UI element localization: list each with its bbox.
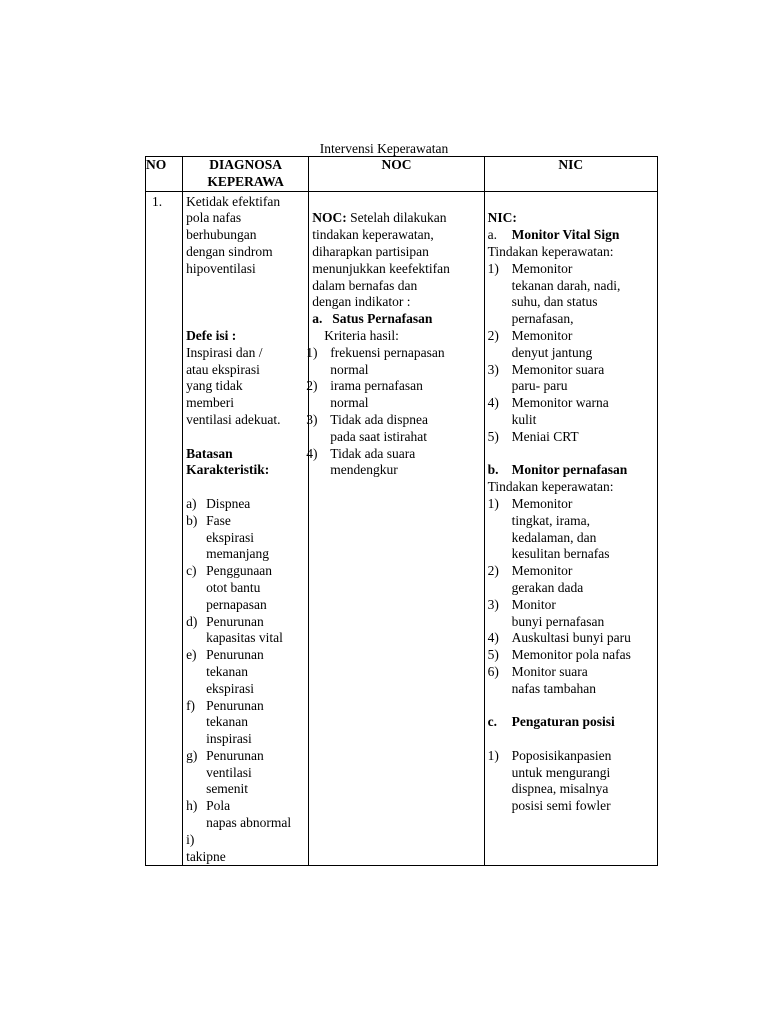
list-marker: 1) <box>487 495 499 511</box>
list-marker: 3) <box>306 411 318 427</box>
row-number: 1. <box>152 193 163 209</box>
batasan-label: Karakteristik: <box>186 462 270 478</box>
nic-subtitle: Tindakan keperawatan: <box>487 479 614 495</box>
list-text <box>512 563 654 597</box>
cell-nic <box>484 191 657 866</box>
list-text-line: pernafasan, <box>511 311 574 327</box>
list-text-line: kapasitas vital <box>206 630 283 646</box>
list-text-line: Poposisikanpasien <box>511 747 612 763</box>
list-marker: 1) <box>487 260 499 276</box>
nic-section-title <box>488 462 654 479</box>
list-item <box>488 748 654 815</box>
spacer <box>488 731 654 748</box>
list-text <box>206 563 305 613</box>
table-row <box>146 191 658 866</box>
list-marker: h) <box>186 798 198 814</box>
list-text-line: Memonitor <box>511 260 573 276</box>
list-text-line: frekuensi pernapasan <box>330 344 445 360</box>
list-marker: d) <box>186 613 198 629</box>
list-item <box>488 630 654 647</box>
list-text <box>206 647 305 697</box>
list-text-line: Penurunan <box>206 647 264 663</box>
list-item <box>186 748 305 798</box>
list-text-line: Memonitor <box>511 563 573 579</box>
item-i-marker: i) <box>186 831 195 847</box>
page-title: Intervensi Keperawatan <box>319 141 449 156</box>
list-item <box>186 798 305 832</box>
list-text <box>512 395 654 429</box>
list-text <box>512 362 654 396</box>
list-text <box>512 429 654 446</box>
section-marker: a. <box>487 227 497 243</box>
list-marker: 2) <box>487 563 499 579</box>
list-item <box>488 328 654 362</box>
list-text <box>512 630 654 647</box>
spacer <box>186 479 305 496</box>
noc-intro-line: menunjukkan keefektifan <box>312 260 450 276</box>
header-noc: NOC <box>309 157 484 192</box>
list-text-line: Auskultasi bunyi paru <box>511 630 631 646</box>
diagnosa-line: Ketidak efektifan <box>186 193 281 209</box>
list-text-line: otot bantu <box>206 579 261 595</box>
list-text <box>512 748 654 815</box>
list-item <box>488 563 654 597</box>
noc-intro-line: dalam bernafas dan <box>312 277 418 293</box>
list-text-line: semenit <box>206 781 249 797</box>
noc-section-title <box>312 311 480 328</box>
list-marker: b) <box>186 512 198 528</box>
list-text-line: Fase <box>206 512 231 528</box>
list-text-line: kesulitan bernafas <box>511 546 610 562</box>
noc-content <box>306 192 483 480</box>
list-text-line: irama pernafasan <box>330 378 423 394</box>
definisi-line: yang tidak <box>186 378 243 394</box>
intervention-table <box>145 156 658 866</box>
definisi-line: ventilasi adekuat. <box>186 411 281 427</box>
list-text-line: Memonitor warna <box>511 395 609 411</box>
list-marker: g) <box>186 747 198 763</box>
list-marker: 2) <box>306 378 318 394</box>
list-marker: 4) <box>487 395 499 411</box>
section-marker: b. <box>487 462 499 478</box>
list-text-line: tekanan darah, nadi, <box>511 277 621 293</box>
list-item <box>488 664 654 698</box>
nic-section-title <box>488 227 654 244</box>
list-text-line: kulit <box>511 411 537 427</box>
list-text <box>206 748 305 798</box>
list-text-line: posisi semi fowler <box>511 798 611 814</box>
list-marker: 2) <box>487 327 499 343</box>
list-text <box>206 496 305 513</box>
list-item <box>306 345 480 379</box>
list-text <box>206 614 305 648</box>
list-text-line: Dispnea <box>206 495 251 511</box>
list-marker: 1) <box>306 344 318 360</box>
noc-list <box>306 345 480 479</box>
list-text-line: Memonitor <box>511 495 573 511</box>
list-text-line: normal <box>330 361 369 377</box>
list-item <box>186 563 305 613</box>
header-diagnosa <box>183 157 309 192</box>
section-title: Monitor Vital Sign <box>511 227 620 243</box>
list-text-line: suhu, dan status <box>511 294 598 310</box>
list-marker: 6) <box>487 663 499 679</box>
list-marker: 4) <box>306 445 318 461</box>
list-item <box>488 429 654 446</box>
header-diagnosa-line2: KEPERAWA <box>207 173 284 189</box>
list-text <box>206 698 305 748</box>
list-text-line: tekanan <box>206 663 249 679</box>
nic-content <box>485 192 657 815</box>
list-item <box>306 378 480 412</box>
list-text <box>512 597 654 631</box>
spacer <box>488 698 654 715</box>
list-marker: 3) <box>487 361 499 377</box>
list-text-line: Tidak ada suara <box>330 445 416 461</box>
list-text-line: Pola <box>206 798 231 814</box>
nic-section-title <box>488 714 654 731</box>
list-text <box>330 378 480 412</box>
list-text-line: nafas tambahan <box>511 680 596 696</box>
list-item <box>488 261 654 328</box>
table-header-row <box>146 157 658 192</box>
list-item <box>186 647 305 697</box>
list-text-line: ekspirasi <box>206 529 255 545</box>
noc-intro-first: Setelah dilakukan <box>346 210 447 226</box>
list-item <box>488 647 654 664</box>
nic-subtitle: Tindakan keperawatan: <box>487 243 614 259</box>
list-text-line: inspirasi <box>206 731 252 747</box>
definisi-label: Defe isi : <box>186 327 237 343</box>
list-text-line: Penurunan <box>206 747 264 763</box>
batasan-label: Batasan <box>186 445 233 461</box>
cell-noc <box>306 191 484 866</box>
section-title: Pengaturan posisi <box>511 714 615 730</box>
list-text <box>512 496 654 563</box>
list-item <box>488 395 654 429</box>
list-text-line: Memonitor suara <box>511 361 605 377</box>
list-text-line: denyut jantung <box>511 344 593 360</box>
list-text <box>512 261 654 328</box>
list-item <box>186 698 305 748</box>
noc-label: NOC: <box>312 210 347 226</box>
list-marker: f) <box>186 697 196 713</box>
list-text-line: bunyi pernafasan <box>511 613 605 629</box>
noc-intro-line: dengan indikator : <box>312 294 411 310</box>
spacer <box>186 429 305 446</box>
list-text <box>330 412 480 446</box>
list-text <box>330 345 480 379</box>
spacer <box>312 194 480 211</box>
list-marker: 4) <box>487 630 499 646</box>
list-marker: 5) <box>487 428 499 444</box>
list-text-line: tekanan <box>206 714 249 730</box>
list-text-line: memanjang <box>206 546 270 562</box>
list-marker: 1) <box>487 747 499 763</box>
diagnosa-line: dengan sindrom <box>186 243 273 259</box>
list-marker: e) <box>186 647 197 663</box>
list-marker: 5) <box>487 647 499 663</box>
list-text-line: ventilasi <box>206 764 252 780</box>
list-text <box>512 328 654 362</box>
noc-intro-line <box>312 210 480 227</box>
list-marker: c) <box>186 563 197 579</box>
diagnosa-line: berhubungan <box>186 227 257 243</box>
list-text-line: napas abnormal <box>206 815 292 831</box>
noc-intro-line: tindakan keperawatan, <box>312 227 434 243</box>
list-text-line: dispnea, misalnya <box>511 781 609 797</box>
list-marker: 3) <box>487 596 499 612</box>
list-text <box>512 647 654 664</box>
header-diagnosa-line1: DIAGNOSA <box>209 157 283 172</box>
nic-label: NIC: <box>487 210 517 226</box>
section-marker: a. <box>312 311 323 327</box>
diagnosa-line: hipoventilasi <box>186 260 256 276</box>
definisi-line: Inspirasi dan / <box>186 344 263 360</box>
list-text-line: Monitor <box>511 596 556 612</box>
list-text-line: mendengkur <box>330 462 398 478</box>
list-text-line: ekspirasi <box>206 680 255 696</box>
definisi-line: atau ekspirasi <box>186 361 260 377</box>
list-text-line: Penurunan <box>206 697 264 713</box>
list-text-line: untuk mengurangi <box>511 764 611 780</box>
diagnosa-content <box>183 192 308 866</box>
spacer <box>186 311 305 328</box>
list-text <box>512 664 654 698</box>
list-text-line: kedalaman, dan <box>511 529 597 545</box>
list-item <box>186 513 305 563</box>
list-text <box>330 446 480 480</box>
header-no: NO <box>146 157 183 192</box>
diagnosa-line: pola nafas <box>186 210 242 226</box>
list-text-line: Penurunan <box>206 613 264 629</box>
list-item <box>306 446 480 480</box>
section-marker: c. <box>487 714 497 730</box>
header-nic: NIC <box>484 157 657 192</box>
list-item <box>488 362 654 396</box>
list-text-line: Penggunaan <box>206 563 273 579</box>
spacer <box>186 278 305 312</box>
list-text <box>206 798 305 832</box>
criteria-label: Kriteria hasil: <box>324 327 399 343</box>
item-i-text: takipne <box>186 848 226 864</box>
list-item <box>186 614 305 648</box>
list-text-line: gerakan dada <box>511 579 584 595</box>
cell-no <box>146 191 183 866</box>
list-text-line: paru- paru <box>511 378 568 394</box>
list-item <box>488 496 654 563</box>
spacer <box>488 194 654 211</box>
list-item <box>186 496 305 513</box>
section-title: Satus Pernafasan <box>332 311 433 327</box>
list-item <box>306 412 480 446</box>
list-text-line: pernapasan <box>206 596 267 612</box>
list-text-line: Monitor suara <box>511 663 588 679</box>
list-text-line: Tidak ada dispnea <box>330 411 429 427</box>
section-title: Monitor pernafasan <box>511 462 628 478</box>
list-text <box>206 513 305 563</box>
list-text-line: Memonitor <box>511 327 573 343</box>
spacer <box>488 446 654 463</box>
cell-diagnosa <box>183 191 309 866</box>
list-marker: a) <box>186 495 197 511</box>
noc-intro-line: diharapkan partisipan <box>312 243 429 259</box>
definisi-line: memberi <box>186 395 235 411</box>
list-item <box>488 597 654 631</box>
list-text-line: tingkat, irama, <box>511 512 590 528</box>
list-text-line: Meniai CRT <box>511 428 579 444</box>
list-text-line: normal <box>330 395 369 411</box>
list-text-line: Memonitor pola nafas <box>511 647 631 663</box>
list-text-line: pada saat istirahat <box>330 428 428 444</box>
